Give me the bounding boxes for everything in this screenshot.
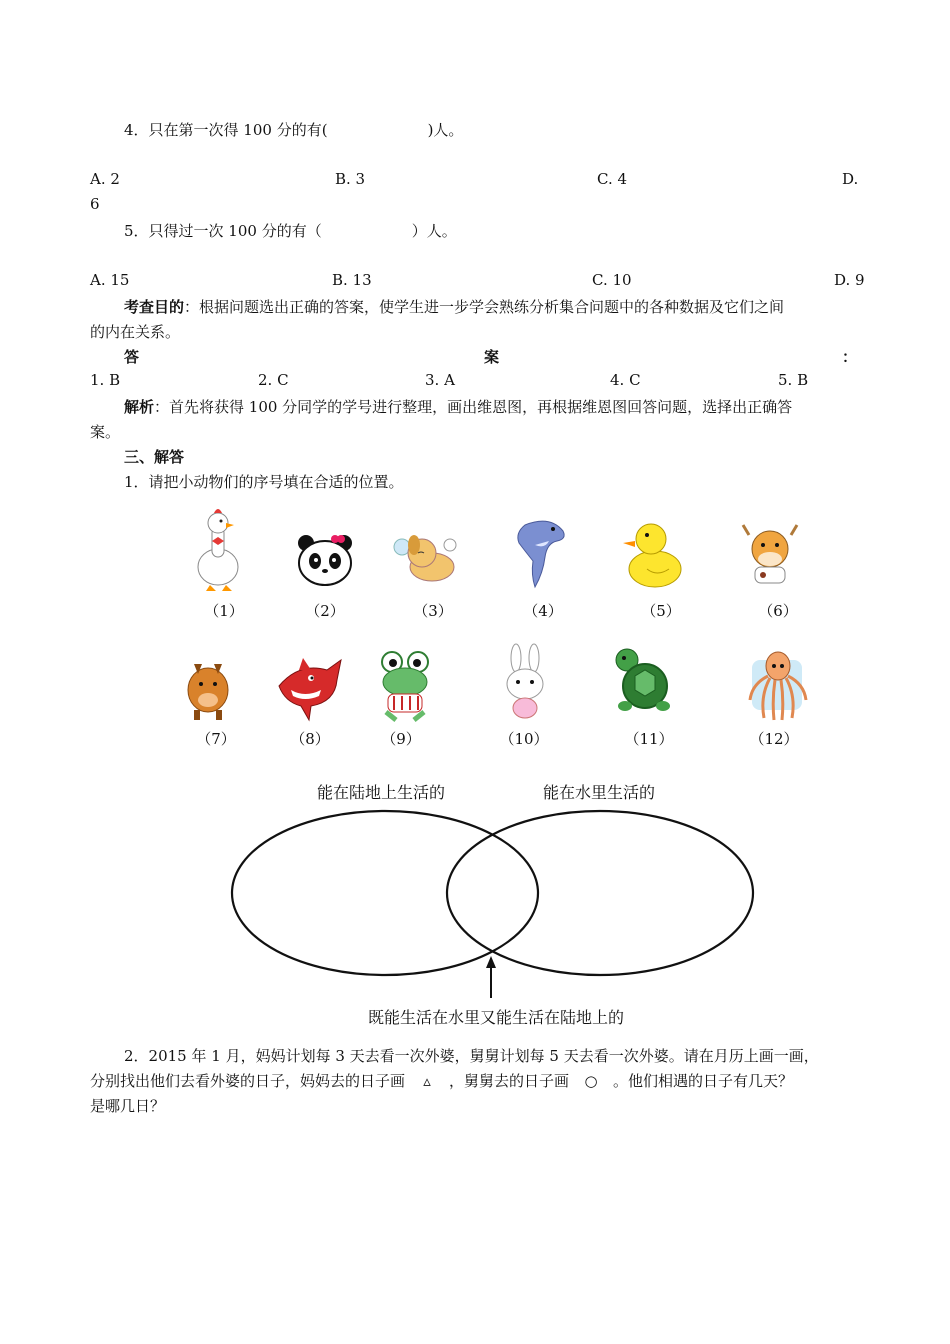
- animal-label-12: （12）: [749, 730, 799, 748]
- q4-option-b: B. 3: [335, 170, 366, 188]
- animal-label-10: （10）: [499, 730, 549, 748]
- answer-item-4: 4. C: [610, 371, 641, 389]
- answer-item-3: 3. A: [425, 371, 455, 389]
- answer-colon: ：: [842, 348, 858, 366]
- analysis-line-1: 解析：首先将获得 100 分同学的学号进行整理，画出维恩图，再根据维恩图回答问题，选择出正确答: [124, 398, 793, 416]
- q4-option-c: C. 4: [597, 170, 628, 188]
- venn-left-label: 能在陆地上生活的: [317, 783, 446, 802]
- q4-option-d: D.: [842, 170, 859, 188]
- q4-option-a: A. 2: [90, 170, 120, 188]
- animal-label-6: （6）: [758, 602, 798, 620]
- q5-option-d: D. 9: [834, 271, 865, 289]
- answer-label-a: 答: [124, 348, 140, 366]
- s3-q2-line-3: 是哪几日？: [90, 1097, 166, 1115]
- s3-q2-line-1: 2．2015 年 1 月，妈妈计划每 3 天去看一次外婆，舅舅计划每 5 天去看一次外婆。请在月历上画一画，: [124, 1047, 819, 1065]
- answer-item-5: 5. B: [778, 371, 809, 389]
- animal-label-2: （2）: [305, 602, 345, 620]
- venn-right-label: 能在水里生活的: [543, 783, 656, 802]
- q4-text: 4．只在第一次得 100 分的有( )人。: [124, 121, 464, 139]
- q5-option-c: C. 10: [592, 271, 632, 289]
- answer-item-2: 2. C: [258, 371, 289, 389]
- q4-option-d-value: 6: [90, 195, 100, 213]
- animal-label-4: （4）: [523, 602, 563, 620]
- animal-label-3: （3）: [413, 602, 453, 620]
- animal-label-9: （9）: [381, 730, 421, 748]
- triangle-icon: ▵: [423, 1072, 431, 1090]
- s3-q1-text: 1．请把小动物们的序号填在合适的位置。: [124, 473, 404, 491]
- venn-middle-label: 既能生活在水里又能生活在陆地上的: [368, 1008, 625, 1027]
- animal-label-8: （8）: [290, 730, 330, 748]
- venn-arrow-head: [486, 956, 496, 968]
- venn-right-circle: [447, 811, 753, 975]
- s3-q2-line-2: 分别找出他们去看外婆的日子，妈妈去的日子画 ▵ ，舅舅去的日子画 ○ 。他们相遇的日子有几天？: [90, 1072, 794, 1090]
- q5-text: 5．只得过一次 100 分的有（ ）人。: [124, 222, 457, 240]
- animal-label-11: （11）: [624, 730, 674, 748]
- q5-option-a: A. 15: [90, 271, 130, 289]
- q5-option-b: B. 13: [332, 271, 372, 289]
- animal-label-7: （7）: [196, 730, 236, 748]
- answer-item-1: 1. B: [90, 371, 121, 389]
- circle-icon: ○: [584, 1072, 598, 1090]
- answer-label-b: 案: [484, 348, 500, 366]
- section-3-title: 三、解答: [124, 448, 185, 466]
- animal-label-1: （1）: [204, 602, 244, 620]
- animal-label-5: （5）: [641, 602, 681, 620]
- purpose-line-2: 的内在关系。: [90, 323, 181, 341]
- analysis-line-2: 案。: [90, 423, 121, 441]
- purpose-line-1: 考查目的：根据问题选出正确的答案，使学生进一步学会熟练分析集合问题中的各种数据及它们之间: [124, 298, 785, 316]
